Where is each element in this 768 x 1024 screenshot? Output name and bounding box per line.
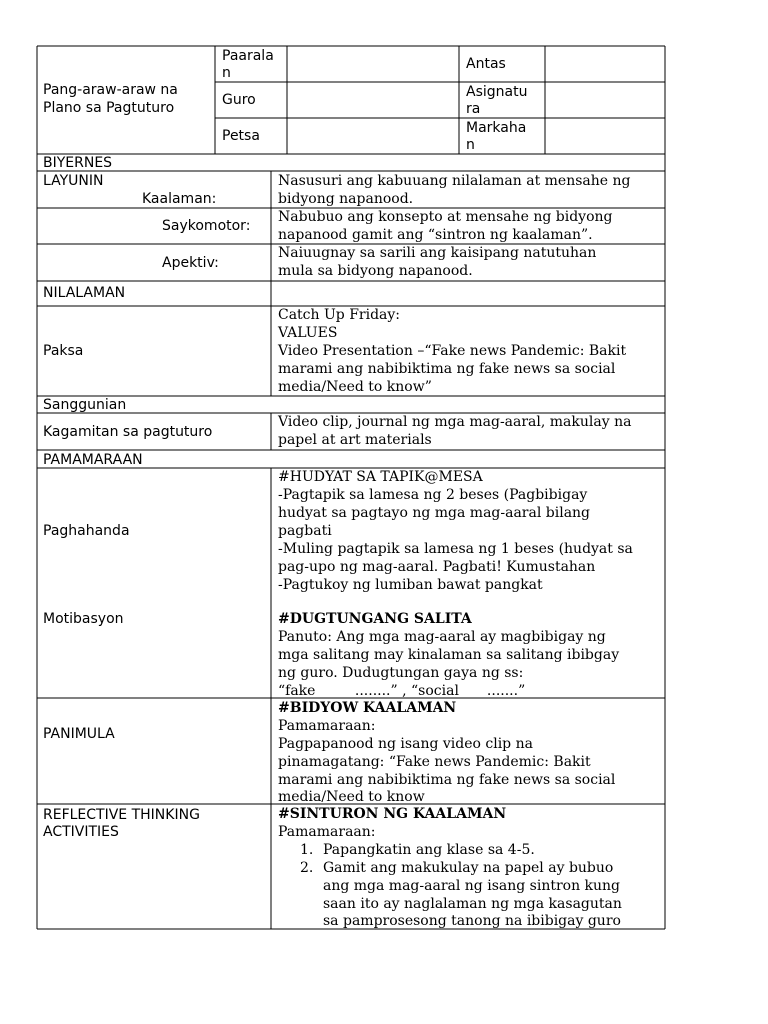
paghahanda-label: Paghahanda xyxy=(43,523,130,539)
paksa-line2: VALUES xyxy=(278,325,338,341)
paksa-line1: Catch Up Friday: xyxy=(278,307,401,323)
panimula-line1: Pamamaraan: xyxy=(278,718,376,734)
motibasyon-line3: ng guro. Dudugtungan gaya ng ss: xyxy=(278,665,524,681)
kaalaman-text-line2: bidyong napanood. xyxy=(278,191,414,207)
paghahanda-heading: #HUDYAT SA TAPIK@MESA xyxy=(278,469,483,485)
list-item: Gamit ang makukulay na papel ay bubuo xyxy=(323,860,614,876)
apektiv-label: Apektiv: xyxy=(162,255,219,271)
panimula-heading: #BIDYOW KAALAMAN xyxy=(278,700,457,716)
list-item-number: 2. xyxy=(300,860,314,876)
day-label: BIYERNES xyxy=(43,155,113,171)
paksa-line3: Video Presentation –“Fake news Pandemic: Bakit xyxy=(278,343,627,359)
petsa-label: Petsa xyxy=(222,128,260,144)
saykomotor-label: Saykomotor: xyxy=(162,218,251,234)
motibasyon-line1: Panuto: Ang mga mag-aaral ay magbibigay ng xyxy=(278,629,606,645)
panimula-line3: pinamagatang: “Fake news Pandemic: Bakit xyxy=(278,754,591,770)
paghahanda-line7: -Pagtukoy ng lumiban bawat pangkat xyxy=(278,577,543,593)
kaalaman-text-line1: Nasusuri ang kabuuang nilalaman at mensahe ng xyxy=(278,173,631,189)
layunin-label: LAYUNIN xyxy=(43,173,104,189)
motibasyon-line2: mga salitang may kinalaman sa salitang ibibgay xyxy=(278,647,620,663)
paghahanda-line3: hudyat sa pagtayo ng mga mag-aaral bilang xyxy=(278,505,591,521)
apektiv-text-line1: Naiuugnay sa sarili ang kaisipang natutuhan xyxy=(278,245,597,261)
kagamitan-line2: papel at art materials xyxy=(278,432,432,448)
panimula-line5: media/Need to know xyxy=(278,789,425,805)
saykomotor-text-line1: Nabubuo ang konsepto at mensahe ng bidyong xyxy=(278,209,613,225)
list-item-number: 1. xyxy=(300,842,314,858)
panimula-line4: marami ang nabibiktima ng fake news sa social xyxy=(278,772,616,788)
paghahanda-line4: pagbati xyxy=(278,523,332,539)
paghahanda-line2: -Pagtapik sa lamesa ng 2 beses (Pagbibigay xyxy=(278,487,588,503)
list-item-cont: ang mga mag-aaral ng isang sintron kung xyxy=(323,878,621,894)
list-item-cont: sa pamprosesong tanong na ibibigay guro xyxy=(323,913,621,929)
pamamaraan-label: PAMAMARAAN xyxy=(43,452,143,468)
markahan-label: Markaha xyxy=(466,120,527,136)
nilalaman-label: NILALAMAN xyxy=(43,285,126,301)
panimula-line2: Pagpapanood ng isang video clip na xyxy=(278,736,533,752)
list-item: Papangkatin ang klase sa 4-5. xyxy=(323,842,535,858)
asignatura-label: Asignatu xyxy=(466,84,528,100)
sanggunian-label: Sanggunian xyxy=(43,397,127,413)
paksa-line4: marami ang nabibiktima ng fake news sa social xyxy=(278,361,616,377)
list-item-cont: saan ito ay naglalaman ng mga kasagutan xyxy=(323,896,622,912)
kaalaman-label: Kaalaman: xyxy=(142,191,217,207)
motibasyon-line4: “fake _____........” , “social____.......” xyxy=(278,683,526,699)
paghahanda-line6: pag-upo ng mag-aaral. Pagbati! Kumustahan xyxy=(278,559,596,575)
reflective-label-line1: REFLECTIVE THINKING xyxy=(43,807,200,823)
kagamitan-line1: Video clip, journal ng mga mag-aaral, makulay na xyxy=(278,414,632,430)
asignatura-label-cont: ra xyxy=(466,101,481,117)
motibasyon-label: Motibasyon xyxy=(43,611,124,627)
paksa-label: Paksa xyxy=(43,343,84,359)
plan-title-line2: Plano sa Pagtuturo xyxy=(43,100,175,116)
paaralan-label-cont: n xyxy=(222,65,231,81)
reflective-label-line2: ACTIVITIES xyxy=(43,824,119,840)
guro-label: Guro xyxy=(222,92,256,108)
markahan-label-cont: n xyxy=(466,137,475,153)
reflective-heading: #SINTURON NG KAALAMAN xyxy=(278,806,507,822)
motibasyon-heading: #DUGTUNGANG SALITA xyxy=(278,611,472,627)
reflective-line1: Pamamaraan: xyxy=(278,824,376,840)
paksa-line5: media/Need to know” xyxy=(278,379,432,395)
paghahanda-line5: -Muling pagtapik sa lamesa ng 1 beses (hudyat sa xyxy=(278,541,633,557)
paaralan-label: Paarala xyxy=(222,48,274,64)
apektiv-text-line2: mula sa bidyong napanood. xyxy=(278,263,473,279)
kagamitan-label: Kagamitan sa pagtuturo xyxy=(43,424,213,440)
antas-label: Antas xyxy=(466,56,506,72)
saykomotor-text-line2: napanood gamit ang “sintron ng kaalaman”. xyxy=(278,227,593,243)
panimula-label: PANIMULA xyxy=(43,726,115,742)
plan-title-line1: Pang-araw-araw na xyxy=(43,82,178,98)
